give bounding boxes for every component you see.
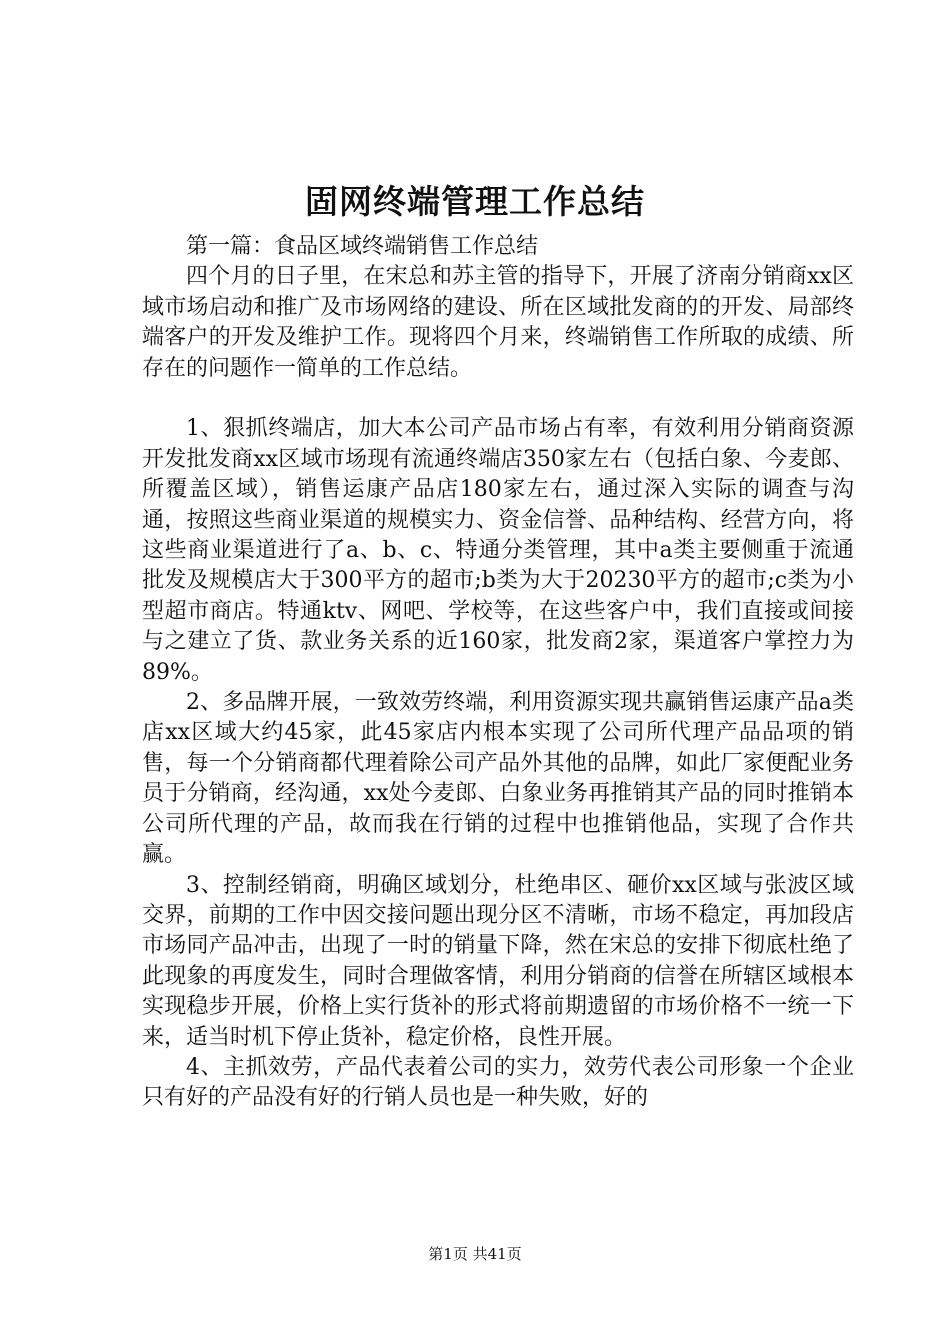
section-heading: 第一篇：食品区域终端销售工作总结 xyxy=(186,234,539,259)
page-number: 第1页 共41页 xyxy=(428,1245,522,1263)
document-body xyxy=(142,232,854,1114)
paragraph-point-3: 3、控制经销商，明确区域划分，杜绝串区、砸价xx区域与张波区域交界，前期的工作中因交接问题出现分区不清晰，市场不稳定，再加段店市场同产品冲击，出现了一时的销量下降，然在宋总的安排下彻底杜绝了此现象的再度发生，同时合理做客情，利用分销商的信誉在所辖区域根本实现稳步开展，价格上实行货补的形式将前期遗留的市场价格不一统一下来，适当时机下停止货补，稳定价格，良性开展。 xyxy=(142,872,854,1050)
document-title: 固网终端管理工作总结 xyxy=(305,182,645,221)
paragraph-point-1: 1、狠抓终端店，加大本公司产品市场占有率，有效利用分销商资源开发批发商xx区域市场现有流通终端店350家左右（包括白象、今麦郎、所覆盖区域），销售运康产品店180家左右，通过深入实际的调查与沟通，按照这些商业渠道的规模实力、资金信誉、品种结构、经营方向，将这些商业渠道进行了a、b、c、特通分类管理，其中a类主要侧重于流通批发及规模店大于300平方的超市;b类为大于20230平方的超市;c类为小型超市商店。特通ktv、网吧、学校等，在这些客户中，我们直接或间接与之建立了货、款业务关系的近160家，批发商2家，渠道客户掌控力为89%。 xyxy=(142,416,854,685)
paragraph-point-4: 4、主抓效劳，产品代表着公司的实力，效劳代表公司形象一个企业只有好的产品没有好的行销人员也是一种失败，好的 xyxy=(142,1054,854,1111)
paragraph-intro: 四个月的日子里，在宋总和苏主管的指导下，开展了济南分销商xx区域市场启动和推广及市场网络的建设、所在区域批发商的的开发、局部终端客户的开发及维护工作。现将四个月来，终端销售工作所取的成绩、所存在的问题作一简单的工作总结。 xyxy=(142,264,854,381)
paragraph-point-2: 2、多品牌开展，一致效劳终端，利用资源实现共赢销售运康产品a类店xx区域大约45家，此45家店内根本实现了公司所代理产品品项的销售，每一个分销商都代理着除公司产品外其他的品牌，如此厂家便配业务员于分销商，经沟通，xx处今麦郎、白象业务再推销其产品的同时推销本公司所代理的产品，故而我在行销的过程中也推销他品，实现了合作共赢。 xyxy=(142,690,854,868)
